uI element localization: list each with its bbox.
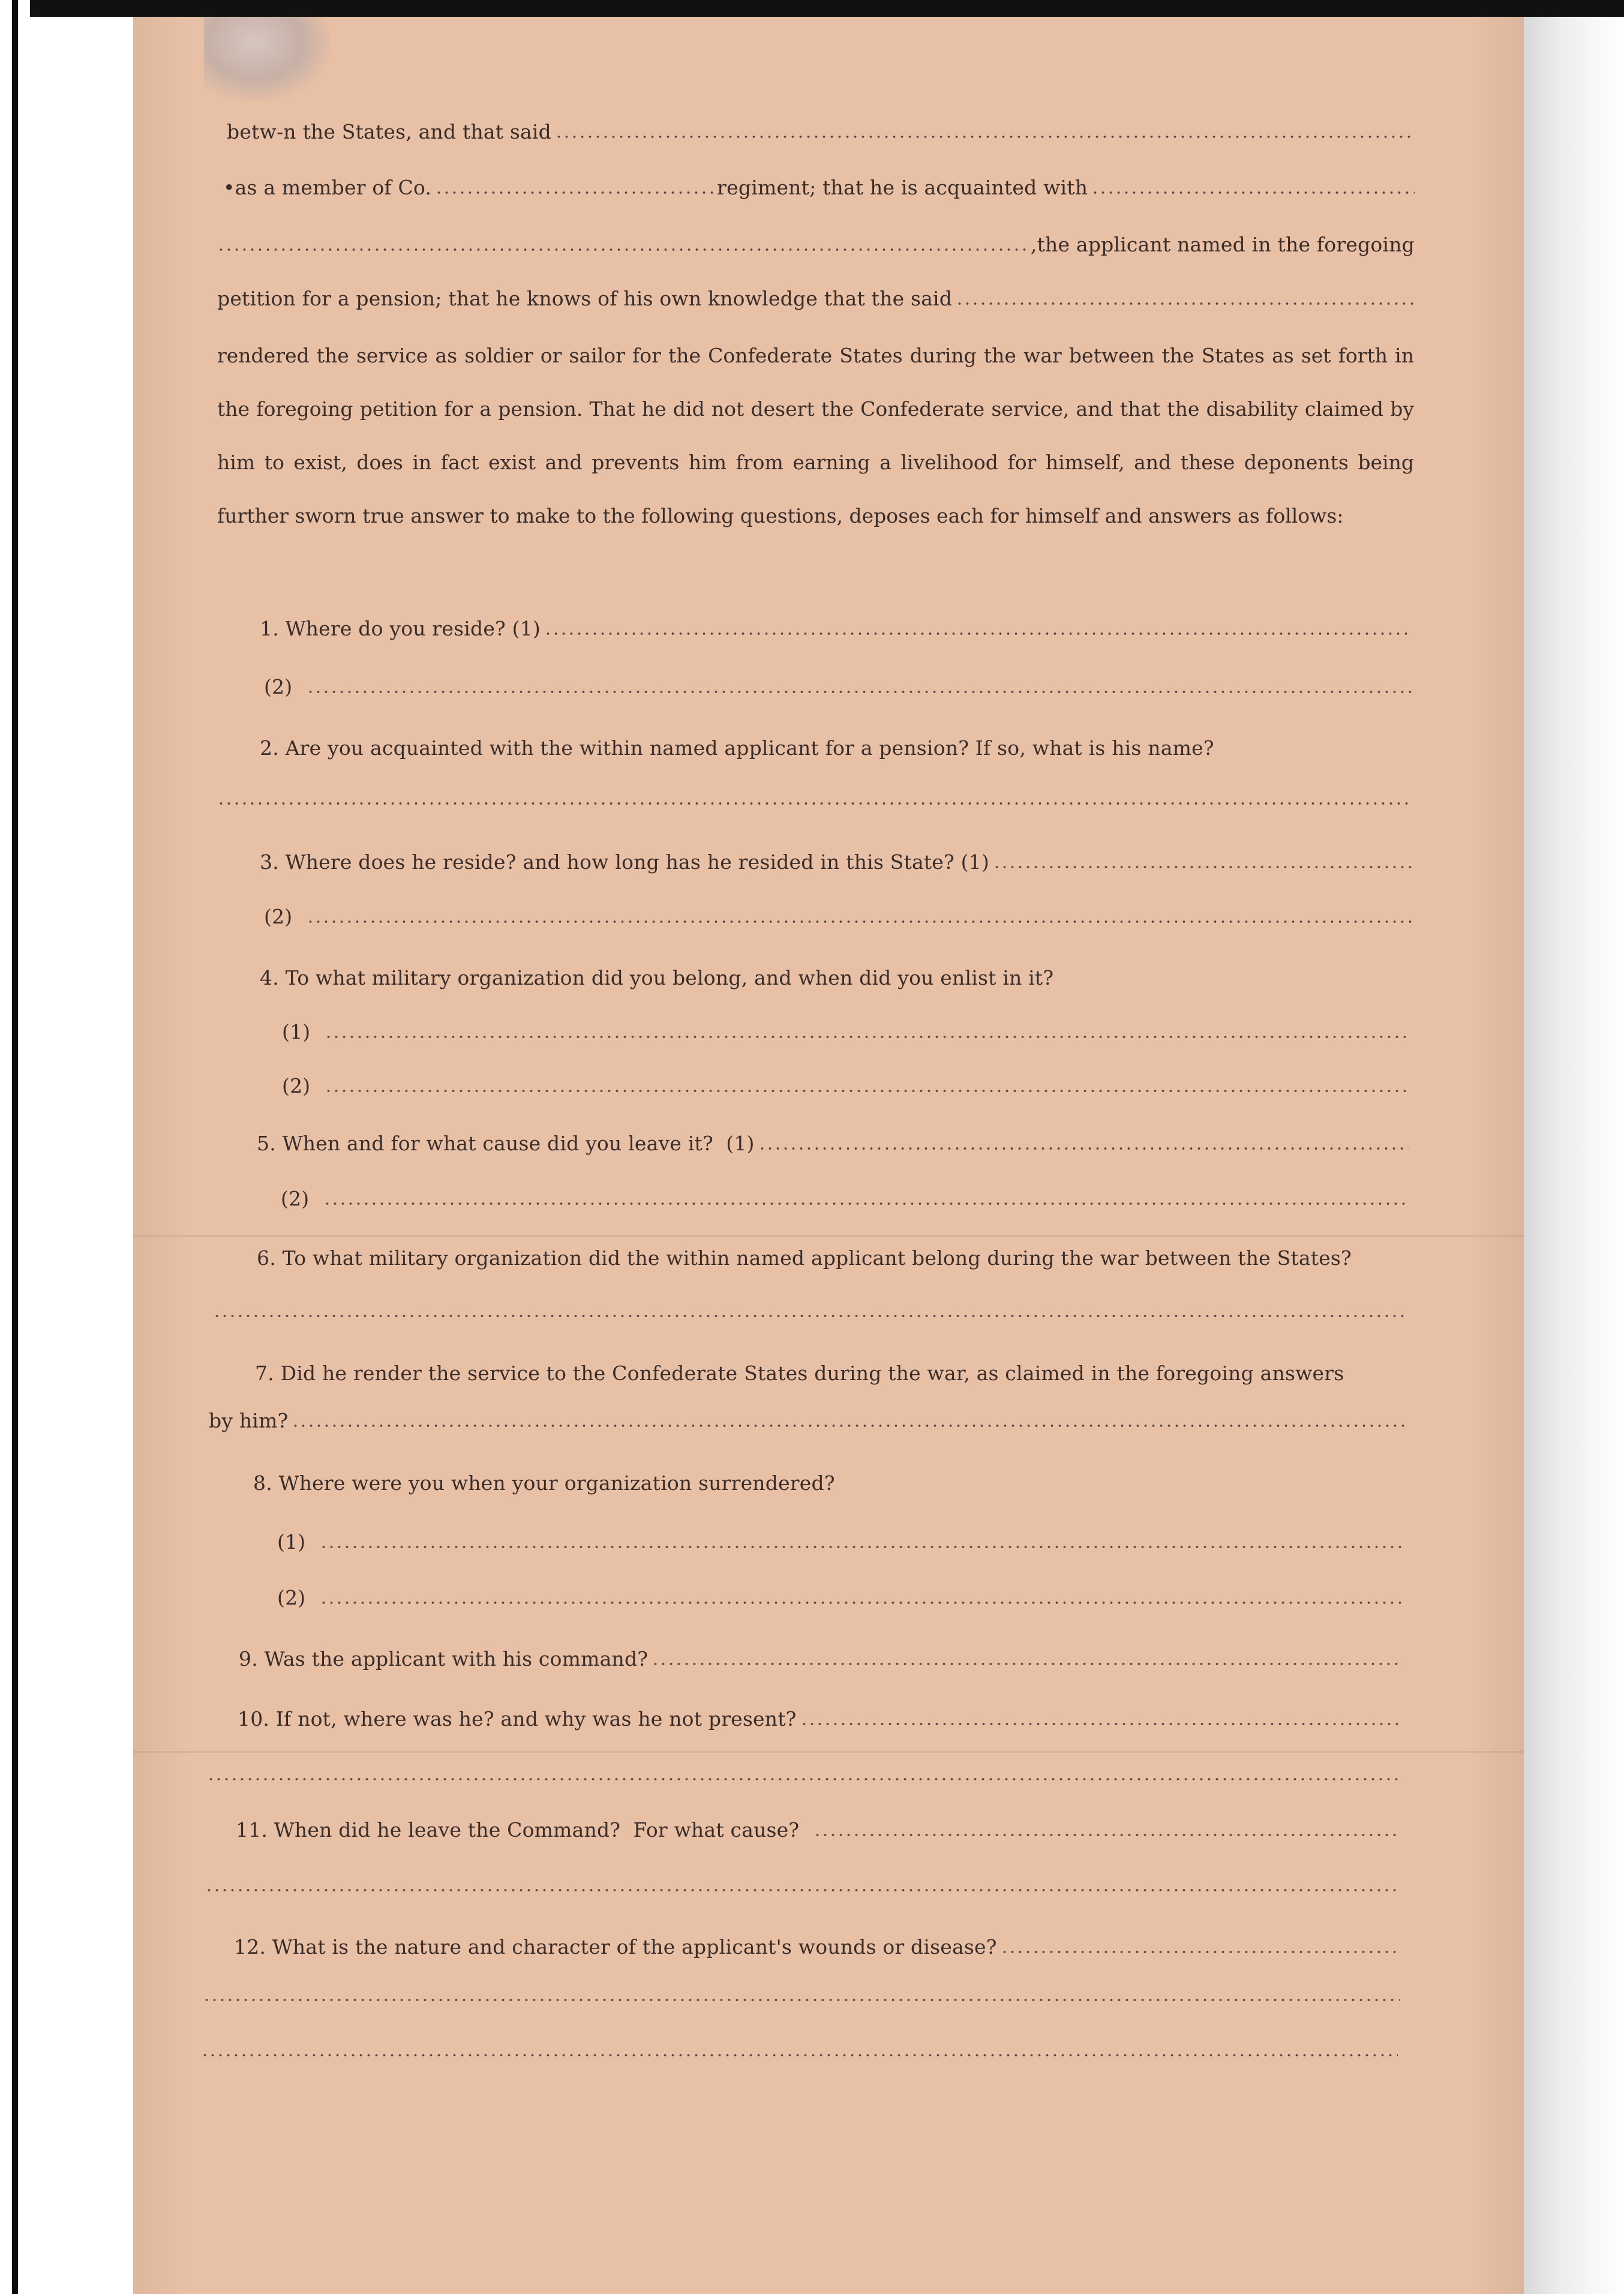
question-text: 10. If not, where was he? and why was he not present? (238, 1707, 797, 1731)
answer-blank[interactable] (307, 690, 1412, 694)
scan-top-edge (0, 0, 1624, 17)
answer-blank[interactable] (993, 865, 1412, 869)
question-3-part-2 (264, 905, 1412, 928)
fold-crease (133, 1235, 1524, 1237)
question-text: 5. When and for what cause did you leave it? (1) (257, 1132, 755, 1155)
question-1 (260, 617, 1412, 640)
question-text: 9. Was the applicant with his command? (239, 1647, 649, 1671)
question-7-continued (209, 1409, 1406, 1432)
question-text: (2) (282, 1074, 311, 1097)
question-text: (2) (281, 1187, 310, 1210)
question-text: 12. What is the nature and character of the applicant's wounds or disease? (234, 1935, 997, 1959)
answer-blank[interactable] (323, 1202, 1409, 1206)
fill-in-blank[interactable] (555, 135, 1415, 139)
question-5-part-2 (281, 1187, 1409, 1210)
answer-blank[interactable] (203, 1998, 1400, 2002)
question-text: by him? (209, 1409, 289, 1432)
question-text: 4. To what military organization did you belong, and when did you enlist in it? (260, 966, 1054, 989)
form-text: •as a member of Co. (223, 176, 432, 199)
answer-blank[interactable] (1001, 1950, 1398, 1954)
answer-blank[interactable] (213, 1314, 1407, 1318)
question-text: (2) (264, 675, 293, 698)
question-4-part-1 (282, 1020, 1410, 1043)
acquainted-with-blank[interactable] (1091, 191, 1415, 194)
answer-blank[interactable] (320, 1601, 1404, 1605)
question-text: 7. Did he render the service to the Confederate States during the war, as claimed in the foregoing answers (255, 1362, 1344, 1385)
fold-crease (133, 1751, 1524, 1753)
question-8 (253, 1471, 1405, 1495)
answer-blank[interactable] (652, 1662, 1403, 1666)
answer-blank[interactable] (758, 1147, 1409, 1150)
question-text: 6. To what military organization did the within named applicant belong during the war between the States? (257, 1246, 1352, 1270)
answer-blank[interactable] (201, 2053, 1398, 2057)
question-7 (255, 1362, 1407, 1385)
question-3 (260, 850, 1412, 874)
scan-right-margin (1524, 17, 1624, 2294)
fill-in-blank[interactable] (956, 302, 1415, 305)
form-text: petition for a pension; that he knows of his own knowledge that the said (217, 287, 953, 310)
answer-blank[interactable] (544, 632, 1412, 635)
form-text: ,the applicant named in the foregoing (1030, 233, 1415, 256)
question-6 (257, 1246, 1409, 1270)
question-4 (260, 966, 1412, 989)
question-5 (257, 1132, 1409, 1155)
body-paragraph: rendered the service as soldier or sailor for the Confederate States during the war between the States as set forth in the foregoing petition for a pension. That he did not desert the Confederate service, and that the disability claimed by him to exist, does in fact exist and prevents him from earning a livelihood for himself, and these deponents being further sworn true answer to make to the following questions, deposes each for himself and answers as follows: (217, 344, 1414, 527)
question-text: (1) (277, 1530, 306, 1554)
form-text: betw-n the States, and that said (227, 120, 552, 143)
question-text: (1) (282, 1020, 311, 1043)
question-text: (2) (264, 905, 293, 928)
applicant-name-blank[interactable] (217, 248, 1027, 251)
question-1-part-2 (264, 675, 1412, 698)
form-line-4 (217, 287, 1415, 310)
question-text: 11. When did he leave the Command? For what cause? (236, 1818, 800, 1842)
question-text: 2. Are you acquainted with the within named applicant for a pension? If so, what is his name? (260, 736, 1214, 760)
question-4-part-2 (282, 1074, 1410, 1097)
question-8-part-1 (277, 1530, 1404, 1554)
question-10 (238, 1707, 1401, 1731)
answer-blank[interactable] (207, 1777, 1401, 1781)
form-line-1 (227, 120, 1415, 143)
form-text: regiment; that he is acquainted with (717, 176, 1088, 199)
answer-blank[interactable] (292, 1424, 1406, 1428)
form-line-2 (223, 176, 1415, 199)
answer-blank[interactable] (325, 1035, 1410, 1039)
answer-blank[interactable] (813, 1833, 1400, 1837)
question-text: 3. Where does he reside? and how long has he resided in this State? (1) (260, 850, 989, 874)
paper-tear (204, 17, 330, 101)
answer-blank[interactable] (800, 1722, 1401, 1726)
question-text: 1. Where do you reside? (1) (260, 617, 541, 640)
answer-blank[interactable] (325, 1089, 1410, 1093)
question-12 (234, 1935, 1398, 1959)
question-text: (2) (277, 1586, 306, 1609)
answer-blank[interactable] (307, 920, 1412, 923)
question-8-part-2 (277, 1586, 1404, 1609)
question-text: 8. Where were you when your organization surrendered? (253, 1471, 835, 1495)
scan-left-edge (12, 0, 18, 2294)
company-blank[interactable] (435, 191, 717, 194)
answer-blank[interactable] (320, 1545, 1404, 1549)
question-9 (239, 1647, 1403, 1671)
question-2 (260, 736, 1412, 760)
answer-blank[interactable] (217, 802, 1411, 805)
answer-blank[interactable] (205, 1888, 1399, 1892)
question-11 (236, 1818, 1400, 1842)
form-line-3 (217, 233, 1415, 256)
